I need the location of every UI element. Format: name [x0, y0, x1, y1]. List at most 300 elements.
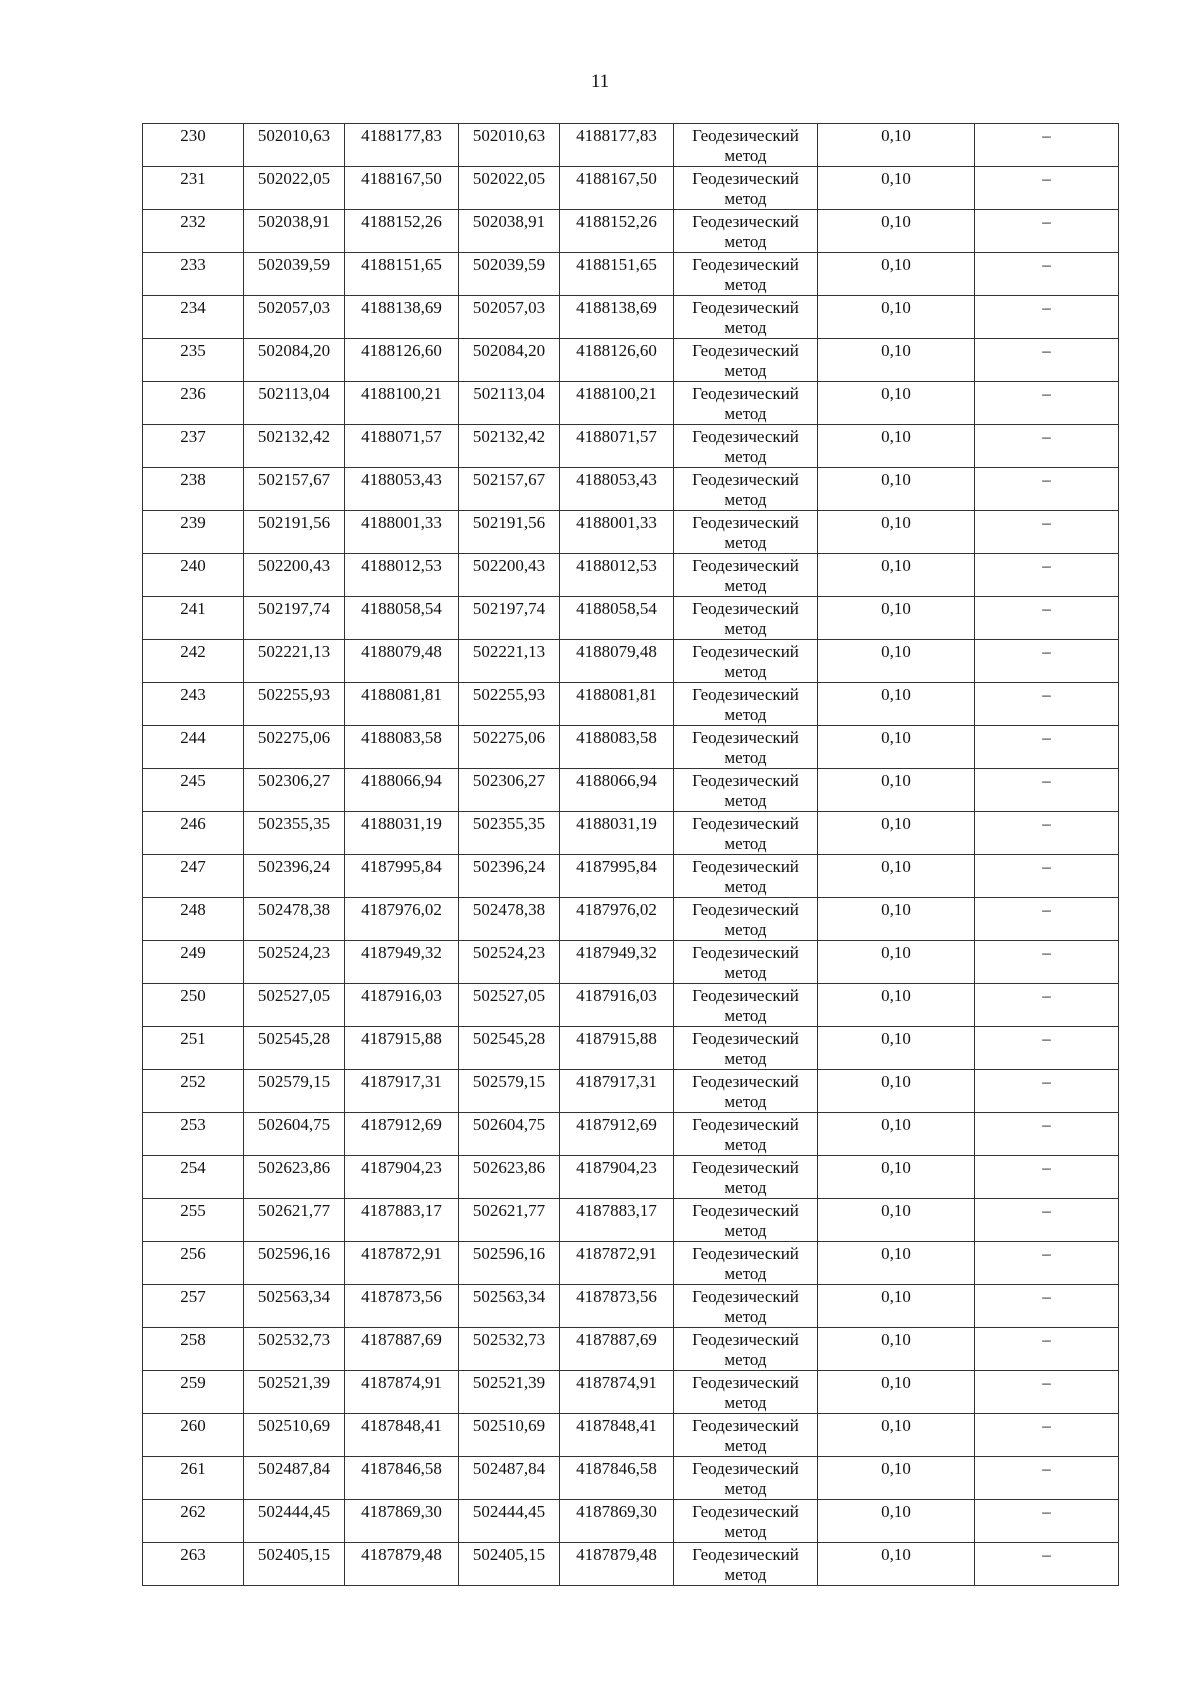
- point-number-cell: [143, 468, 244, 511]
- y-existing-cell: [345, 1328, 459, 1371]
- accuracy-cell: [818, 941, 975, 984]
- method-cell-text: Геодезический метод: [692, 1330, 799, 1369]
- y-specified-cell-text: 4187874,91: [576, 1373, 657, 1392]
- method-cell: [674, 1027, 818, 1070]
- x-existing-cell: [244, 1242, 345, 1285]
- x-specified-cell-text: 502057,03: [472, 298, 546, 317]
- table-row: [143, 425, 1119, 468]
- x-specified-cell-text: 502545,28: [472, 1029, 546, 1048]
- point-number-cell-text: 235: [180, 341, 206, 360]
- table-row: [143, 1113, 1119, 1156]
- y-existing-cell-text: 4188071,57: [361, 427, 442, 446]
- point-number-cell: [143, 597, 244, 640]
- table-row: [143, 1070, 1119, 1113]
- x-specified-cell-text: 502157,67: [472, 470, 546, 489]
- x-existing-cell: [244, 1070, 345, 1113]
- accuracy-cell: [818, 769, 975, 812]
- x-specified-cell-text: 502200,43: [472, 556, 546, 575]
- note-cell: [975, 1113, 1119, 1156]
- x-existing-cell-text: 502038,91: [257, 212, 331, 231]
- accuracy-cell-text: 0,10: [881, 1287, 911, 1306]
- x-specified-cell-text: 502521,39: [472, 1373, 546, 1392]
- x-existing-cell: [244, 382, 345, 425]
- method-cell-text: Геодезический метод: [692, 298, 799, 337]
- y-existing-cell: [345, 1500, 459, 1543]
- method-cell: [674, 124, 818, 167]
- y-specified-cell: [560, 296, 674, 339]
- method-cell: [674, 554, 818, 597]
- x-specified-cell: [459, 382, 560, 425]
- table-row: [143, 1242, 1119, 1285]
- x-specified-cell: [459, 296, 560, 339]
- method-cell-text: Геодезический метод: [692, 1416, 799, 1455]
- y-specified-cell-text: 4187872,91: [576, 1244, 657, 1263]
- x-specified-cell-text: 502532,73: [472, 1330, 546, 1349]
- point-number-cell-text: 255: [180, 1201, 206, 1220]
- y-specified-cell-text: 4187915,88: [576, 1029, 657, 1048]
- x-existing-cell-text: 502510,69: [257, 1416, 331, 1435]
- x-existing-cell-text: 502039,59: [257, 255, 331, 274]
- y-specified-cell-text: 4188071,57: [576, 427, 657, 446]
- table-row: [143, 296, 1119, 339]
- x-existing-cell-text: 502255,93: [257, 685, 331, 704]
- y-specified-cell-text: 4188083,58: [576, 728, 657, 747]
- point-number-cell: [143, 683, 244, 726]
- accuracy-cell-text: 0,10: [881, 556, 911, 575]
- accuracy-cell-text: 0,10: [881, 341, 911, 360]
- method-cell: [674, 941, 818, 984]
- y-specified-cell: [560, 1199, 674, 1242]
- y-existing-cell: [345, 253, 459, 296]
- method-cell: [674, 898, 818, 941]
- accuracy-cell: [818, 1070, 975, 1113]
- table-row: [143, 124, 1119, 167]
- x-specified-cell: [459, 554, 560, 597]
- x-existing-cell: [244, 1027, 345, 1070]
- method-cell-text: Геодезический метод: [692, 169, 799, 208]
- accuracy-cell-text: 0,10: [881, 1029, 911, 1048]
- x-existing-cell: [244, 640, 345, 683]
- y-specified-cell-text: 4188079,48: [576, 642, 657, 661]
- x-specified-cell-text: 502306,27: [472, 771, 546, 790]
- x-existing-cell-text: 502197,74: [257, 599, 331, 618]
- accuracy-cell-text: 0,10: [881, 1330, 911, 1349]
- y-existing-cell: [345, 941, 459, 984]
- y-existing-cell-text: 4187872,91: [361, 1244, 442, 1263]
- accuracy-cell: [818, 382, 975, 425]
- table-row: [143, 1156, 1119, 1199]
- accuracy-cell-text: 0,10: [881, 1373, 911, 1392]
- y-specified-cell: [560, 1500, 674, 1543]
- table-row: [143, 769, 1119, 812]
- accuracy-cell-text: 0,10: [881, 255, 911, 274]
- note-cell: [975, 1070, 1119, 1113]
- accuracy-cell: [818, 1285, 975, 1328]
- note-cell-text: –: [1042, 900, 1051, 919]
- table-row: [143, 1457, 1119, 1500]
- table-row: [143, 683, 1119, 726]
- note-cell-text: –: [1042, 169, 1051, 188]
- x-existing-cell-text: 502132,42: [257, 427, 331, 446]
- accuracy-cell: [818, 1156, 975, 1199]
- point-number-cell: [143, 726, 244, 769]
- x-specified-cell-text: 502255,93: [472, 685, 546, 704]
- note-cell-text: –: [1042, 1330, 1051, 1349]
- x-specified-cell-text: 502010,63: [472, 126, 546, 145]
- point-number-cell-text: 242: [180, 642, 206, 661]
- x-specified-cell: [459, 1199, 560, 1242]
- point-number-cell: [143, 941, 244, 984]
- x-existing-cell: [244, 511, 345, 554]
- table-row: [143, 726, 1119, 769]
- x-specified-cell: [459, 597, 560, 640]
- y-existing-cell: [345, 124, 459, 167]
- method-cell: [674, 855, 818, 898]
- note-cell-text: –: [1042, 814, 1051, 833]
- method-cell-text: Геодезический метод: [692, 599, 799, 638]
- x-specified-cell-text: 502621,77: [472, 1201, 546, 1220]
- note-cell-text: –: [1042, 1545, 1051, 1564]
- table-row: [143, 1199, 1119, 1242]
- point-number-cell: [143, 898, 244, 941]
- x-specified-cell-text: 502038,91: [472, 212, 546, 231]
- note-cell: [975, 124, 1119, 167]
- accuracy-cell: [818, 124, 975, 167]
- point-number-cell: [143, 1027, 244, 1070]
- table-row: [143, 167, 1119, 210]
- x-specified-cell-text: 502444,45: [472, 1502, 546, 1521]
- accuracy-cell: [818, 855, 975, 898]
- accuracy-cell: [818, 1328, 975, 1371]
- y-specified-cell-text: 4187995,84: [576, 857, 657, 876]
- page-number: 11: [590, 71, 610, 92]
- method-cell-text: Геодезический метод: [692, 470, 799, 509]
- note-cell: [975, 941, 1119, 984]
- point-number-cell-text: 241: [180, 599, 206, 618]
- x-specified-cell-text: 502510,69: [472, 1416, 546, 1435]
- method-cell: [674, 769, 818, 812]
- y-specified-cell-text: 4187846,58: [576, 1459, 657, 1478]
- x-specified-cell: [459, 812, 560, 855]
- x-existing-cell: [244, 1328, 345, 1371]
- point-number-cell-text: 248: [180, 900, 206, 919]
- y-existing-cell: [345, 468, 459, 511]
- table-row: [143, 1371, 1119, 1414]
- y-specified-cell: [560, 210, 674, 253]
- accuracy-cell-text: 0,10: [881, 900, 911, 919]
- method-cell-text: Геодезический метод: [692, 1158, 799, 1197]
- y-specified-cell-text: 4188053,43: [576, 470, 657, 489]
- y-specified-cell-text: 4188167,50: [576, 169, 657, 188]
- x-existing-cell: [244, 726, 345, 769]
- note-cell-text: –: [1042, 427, 1051, 446]
- y-specified-cell: [560, 683, 674, 726]
- accuracy-cell: [818, 1371, 975, 1414]
- note-cell-text: –: [1042, 255, 1051, 274]
- method-cell-text: Геодезический метод: [692, 1244, 799, 1283]
- y-specified-cell: [560, 1543, 674, 1586]
- note-cell-text: –: [1042, 298, 1051, 317]
- y-existing-cell: [345, 1156, 459, 1199]
- note-cell: [975, 855, 1119, 898]
- note-cell: [975, 640, 1119, 683]
- y-existing-cell: [345, 1070, 459, 1113]
- accuracy-cell-text: 0,10: [881, 857, 911, 876]
- accuracy-cell-text: 0,10: [881, 470, 911, 489]
- point-number-cell-text: 253: [180, 1115, 206, 1134]
- x-specified-cell-text: 502579,15: [472, 1072, 546, 1091]
- y-specified-cell: [560, 554, 674, 597]
- method-cell: [674, 296, 818, 339]
- note-cell-text: –: [1042, 943, 1051, 962]
- point-number-cell-text: 250: [180, 986, 206, 1005]
- note-cell-text: –: [1042, 1029, 1051, 1048]
- table-row: [143, 941, 1119, 984]
- y-existing-cell: [345, 554, 459, 597]
- y-specified-cell-text: 4188066,94: [576, 771, 657, 790]
- x-existing-cell: [244, 855, 345, 898]
- x-existing-cell-text: 502221,13: [257, 642, 331, 661]
- accuracy-cell-text: 0,10: [881, 1416, 911, 1435]
- note-cell: [975, 726, 1119, 769]
- y-specified-cell-text: 4187887,69: [576, 1330, 657, 1349]
- y-existing-cell: [345, 1242, 459, 1285]
- x-existing-cell-text: 502532,73: [257, 1330, 331, 1349]
- x-existing-cell-text: 502604,75: [257, 1115, 331, 1134]
- x-specified-cell-text: 502524,23: [472, 943, 546, 962]
- x-specified-cell: [459, 1543, 560, 1586]
- y-existing-cell-text: 4188079,48: [361, 642, 442, 661]
- x-specified-cell-text: 502132,42: [472, 427, 546, 446]
- method-cell-text: Геодезический метод: [692, 341, 799, 380]
- y-existing-cell-text: 4188126,60: [361, 341, 442, 360]
- point-number-cell-text: 251: [180, 1029, 206, 1048]
- x-existing-cell: [244, 597, 345, 640]
- method-cell-text: Геодезический метод: [692, 857, 799, 896]
- x-specified-cell: [459, 1328, 560, 1371]
- x-existing-cell: [244, 769, 345, 812]
- x-specified-cell: [459, 1113, 560, 1156]
- y-specified-cell-text: 4187883,17: [576, 1201, 657, 1220]
- table-row: [143, 597, 1119, 640]
- note-cell: [975, 812, 1119, 855]
- point-number-cell: [143, 1113, 244, 1156]
- y-specified-cell-text: 4187879,48: [576, 1545, 657, 1564]
- point-number-cell: [143, 1371, 244, 1414]
- method-cell-text: Геодезический метод: [692, 212, 799, 251]
- method-cell-text: Геодезический метод: [692, 1459, 799, 1498]
- x-existing-cell: [244, 124, 345, 167]
- y-specified-cell: [560, 597, 674, 640]
- x-specified-cell: [459, 210, 560, 253]
- point-number-cell: [143, 1242, 244, 1285]
- note-cell-text: –: [1042, 685, 1051, 704]
- accuracy-cell: [818, 1199, 975, 1242]
- y-specified-cell-text: 4188081,81: [576, 685, 657, 704]
- point-number-cell: [143, 1156, 244, 1199]
- y-specified-cell: [560, 855, 674, 898]
- method-cell-text: Геодезический метод: [692, 126, 799, 165]
- x-specified-cell: [459, 726, 560, 769]
- table-row: [143, 468, 1119, 511]
- note-cell-text: –: [1042, 212, 1051, 231]
- y-existing-cell-text: 4187887,69: [361, 1330, 442, 1349]
- x-existing-cell-text: 502113,04: [258, 384, 330, 403]
- x-existing-cell: [244, 984, 345, 1027]
- y-existing-cell: [345, 812, 459, 855]
- note-cell: [975, 1500, 1119, 1543]
- x-specified-cell-text: 502487,84: [472, 1459, 546, 1478]
- y-existing-cell: [345, 296, 459, 339]
- point-number-cell: [143, 769, 244, 812]
- accuracy-cell-text: 0,10: [881, 384, 911, 403]
- x-specified-cell: [459, 1242, 560, 1285]
- x-existing-cell: [244, 1543, 345, 1586]
- x-specified-cell-text: 502355,35: [472, 814, 546, 833]
- note-cell-text: –: [1042, 771, 1051, 790]
- x-specified-cell: [459, 1500, 560, 1543]
- x-specified-cell: [459, 640, 560, 683]
- method-cell-text: Геодезический метод: [692, 943, 799, 982]
- point-number-cell-text: 238: [180, 470, 206, 489]
- method-cell: [674, 210, 818, 253]
- point-number-cell: [143, 253, 244, 296]
- method-cell: [674, 1156, 818, 1199]
- y-existing-cell-text: 4188083,58: [361, 728, 442, 747]
- x-existing-cell-text: 502355,35: [257, 814, 331, 833]
- point-number-cell: [143, 1457, 244, 1500]
- x-specified-cell-text: 502396,24: [472, 857, 546, 876]
- y-existing-cell: [345, 769, 459, 812]
- point-number-cell-text: 258: [180, 1330, 206, 1349]
- point-number-cell: [143, 210, 244, 253]
- note-cell: [975, 296, 1119, 339]
- point-number-cell-text: 243: [180, 685, 206, 704]
- x-specified-cell: [459, 1070, 560, 1113]
- x-existing-cell: [244, 1285, 345, 1328]
- x-existing-cell: [244, 898, 345, 941]
- y-existing-cell: [345, 1457, 459, 1500]
- y-existing-cell-text: 4188081,81: [361, 685, 442, 704]
- y-specified-cell: [560, 339, 674, 382]
- method-cell: [674, 339, 818, 382]
- note-cell-text: –: [1042, 1244, 1051, 1263]
- table-row: [143, 511, 1119, 554]
- x-existing-cell: [244, 210, 345, 253]
- accuracy-cell: [818, 726, 975, 769]
- y-specified-cell: [560, 726, 674, 769]
- y-specified-cell-text: 4187912,69: [576, 1115, 657, 1134]
- accuracy-cell: [818, 1027, 975, 1070]
- accuracy-cell: [818, 339, 975, 382]
- point-number-cell: [143, 984, 244, 1027]
- accuracy-cell-text: 0,10: [881, 771, 911, 790]
- y-specified-cell: [560, 1070, 674, 1113]
- y-existing-cell-text: 4187879,48: [361, 1545, 442, 1564]
- accuracy-cell-text: 0,10: [881, 427, 911, 446]
- x-specified-cell-text: 502275,06: [472, 728, 546, 747]
- y-existing-cell: [345, 1199, 459, 1242]
- x-specified-cell: [459, 425, 560, 468]
- method-cell-text: Геодезический метод: [692, 384, 799, 423]
- table-row: [143, 1414, 1119, 1457]
- note-cell: [975, 769, 1119, 812]
- y-existing-cell-text: 4188001,33: [361, 513, 442, 532]
- y-specified-cell: [560, 1328, 674, 1371]
- note-cell-text: –: [1042, 986, 1051, 1005]
- x-specified-cell: [459, 511, 560, 554]
- note-cell: [975, 1414, 1119, 1457]
- note-cell-text: –: [1042, 1502, 1051, 1521]
- x-existing-cell-text: 502057,03: [257, 298, 331, 317]
- note-cell-text: –: [1042, 1459, 1051, 1478]
- point-number-cell: [143, 382, 244, 425]
- x-specified-cell: [459, 253, 560, 296]
- x-existing-cell-text: 502545,28: [257, 1029, 331, 1048]
- accuracy-cell-text: 0,10: [881, 685, 911, 704]
- x-existing-cell: [244, 1371, 345, 1414]
- y-existing-cell: [345, 210, 459, 253]
- x-existing-cell: [244, 468, 345, 511]
- note-cell-text: –: [1042, 1416, 1051, 1435]
- x-existing-cell-text: 502579,15: [257, 1072, 331, 1091]
- note-cell: [975, 597, 1119, 640]
- x-specified-cell: [459, 1027, 560, 1070]
- accuracy-cell-text: 0,10: [881, 1158, 911, 1177]
- x-existing-cell-text: 502487,84: [257, 1459, 331, 1478]
- accuracy-cell: [818, 898, 975, 941]
- x-existing-cell: [244, 1500, 345, 1543]
- y-existing-cell-text: 4187848,41: [361, 1416, 442, 1435]
- point-number-cell-text: 263: [180, 1545, 206, 1564]
- note-cell: [975, 1285, 1119, 1328]
- method-cell-text: Геодезический метод: [692, 513, 799, 552]
- note-cell: [975, 984, 1119, 1027]
- accuracy-cell-text: 0,10: [881, 169, 911, 188]
- y-specified-cell: [560, 1414, 674, 1457]
- y-specified-cell: [560, 1457, 674, 1500]
- y-existing-cell-text: 4187883,17: [361, 1201, 442, 1220]
- accuracy-cell-text: 0,10: [881, 642, 911, 661]
- method-cell-text: Геодезический метод: [692, 427, 799, 466]
- x-specified-cell-text: 502221,13: [472, 642, 546, 661]
- x-existing-cell-text: 502444,45: [257, 1502, 331, 1521]
- point-number-cell: [143, 1543, 244, 1586]
- note-cell-text: –: [1042, 1287, 1051, 1306]
- method-cell-text: Геодезический метод: [692, 728, 799, 767]
- y-specified-cell: [560, 124, 674, 167]
- y-existing-cell: [345, 640, 459, 683]
- x-existing-cell-text: 502157,67: [257, 470, 331, 489]
- accuracy-cell-text: 0,10: [881, 1459, 911, 1478]
- table-row: [143, 1027, 1119, 1070]
- accuracy-cell-text: 0,10: [881, 1115, 911, 1134]
- note-cell: [975, 382, 1119, 425]
- y-specified-cell: [560, 253, 674, 296]
- note-cell-text: –: [1042, 513, 1051, 532]
- method-cell: [674, 253, 818, 296]
- x-existing-cell: [244, 339, 345, 382]
- note-cell: [975, 554, 1119, 597]
- x-existing-cell-text: 502200,43: [257, 556, 331, 575]
- y-specified-cell-text: 4188152,26: [576, 212, 657, 231]
- y-specified-cell-text: 4187873,56: [576, 1287, 657, 1306]
- accuracy-cell: [818, 511, 975, 554]
- y-existing-cell-text: 4187976,02: [361, 900, 442, 919]
- x-existing-cell: [244, 1113, 345, 1156]
- x-existing-cell-text: 502405,15: [257, 1545, 331, 1564]
- x-specified-cell: [459, 1371, 560, 1414]
